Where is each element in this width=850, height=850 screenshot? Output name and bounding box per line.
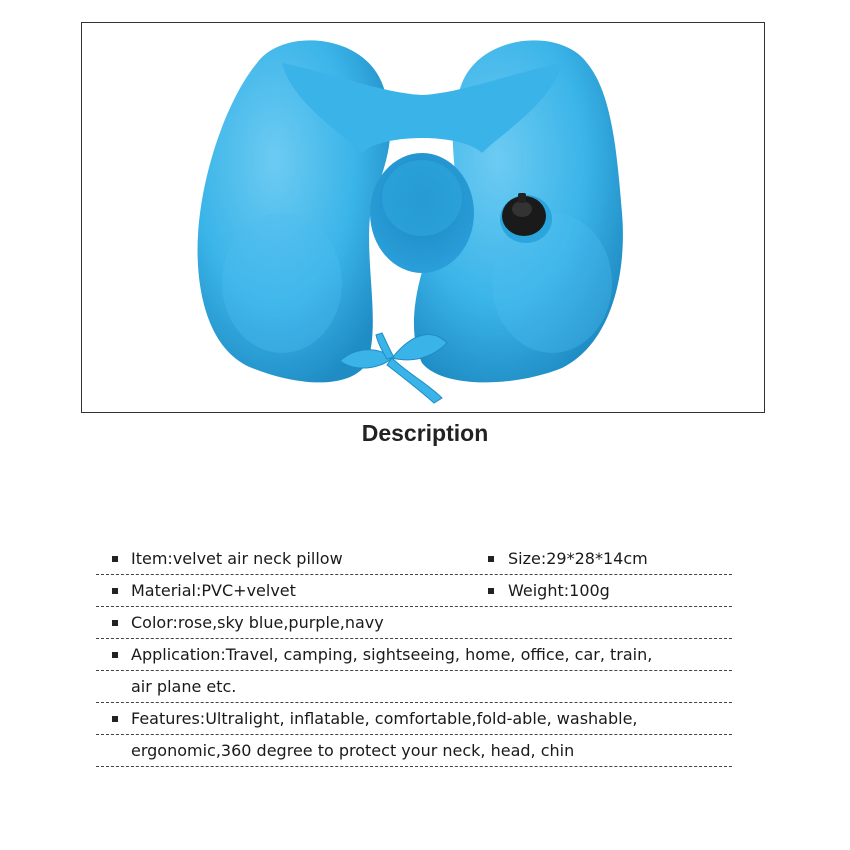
bullet-icon — [112, 652, 118, 658]
spec-row-features-cont: ergonomic,360 degree to protect your neck, head, chin — [96, 735, 732, 767]
spec-row-application: Application:Travel, camping, sightseeing, home, office, car, train, — [96, 639, 732, 671]
bullet-icon — [112, 716, 118, 722]
bullet-icon — [488, 556, 494, 562]
spec-row-features: Features:Ultralight, inflatable, comfortable,fold-able, washable, — [96, 703, 732, 735]
bullet-icon — [112, 620, 118, 626]
spec-row-item-size: Item:velvet air neck pillow Size:29*28*14cm — [96, 543, 732, 575]
neck-pillow-illustration — [82, 23, 765, 413]
bullet-icon — [112, 588, 118, 594]
spec-row-material-weight: Material:PVC+velvet Weight:100g — [96, 575, 732, 607]
spec-row-application-cont: air plane etc. — [96, 671, 732, 703]
product-photo — [81, 22, 765, 413]
bullet-icon — [112, 556, 118, 562]
section-title: Description — [361, 420, 489, 446]
spec-list — [96, 543, 732, 767]
bullet-icon — [488, 588, 494, 594]
spec-row-color: Color:rose,sky blue,purple,navy — [96, 607, 732, 639]
